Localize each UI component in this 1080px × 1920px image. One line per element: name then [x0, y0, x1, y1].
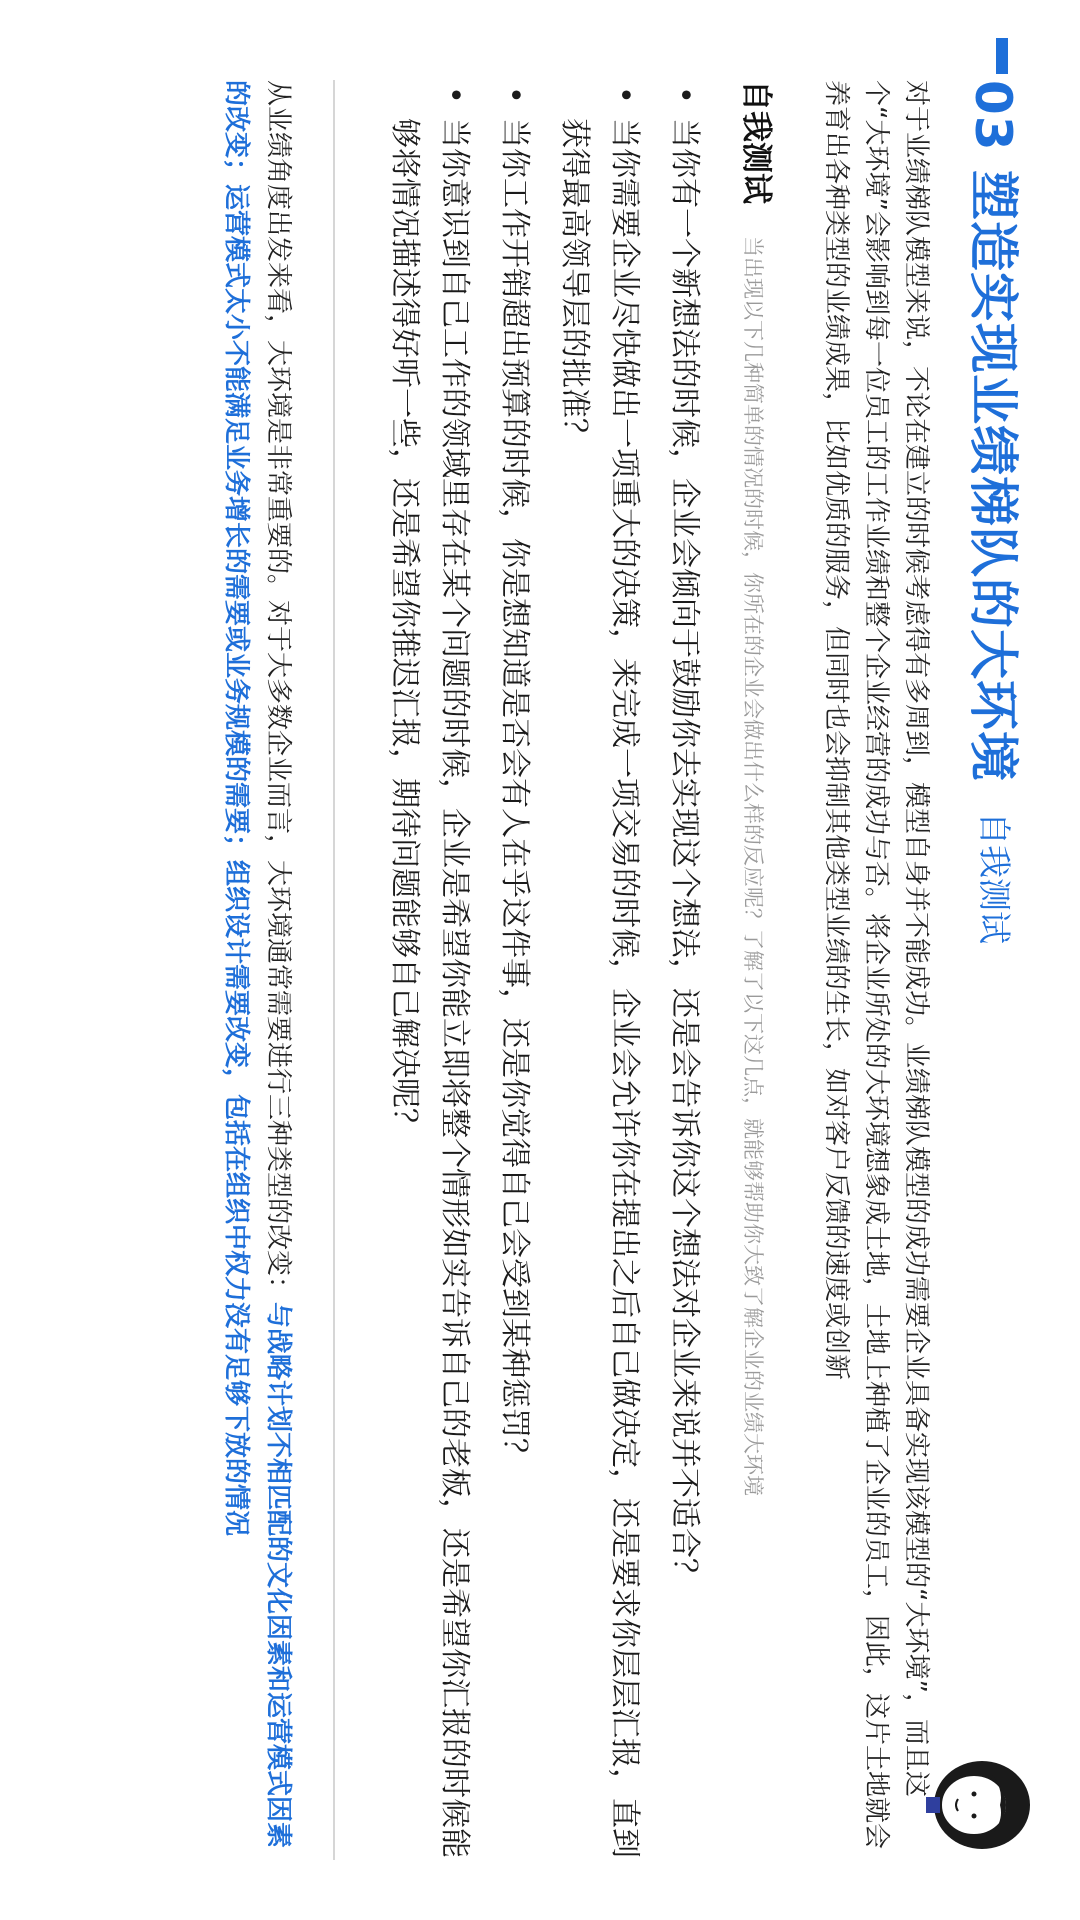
question-text: 当你意识到自己工作的领域里存在某个问题的时候，企业是希望你能立即将整个情形如实告诉自己的老板，还是希望你汇报的时候能够将情况描述得好听一些，还是希望你推迟汇报，期待问题能够自己解决呢？ [387, 118, 472, 1858]
section-title [961, 80, 1033, 782]
question-item [489, 80, 539, 1860]
intro-paragraph: 对于业绩梯队模型来说，不论在建立的时候考虑得有多周到，模型自身并不能成功。业绩梯队模型的成功需要企业具备实现该模型的“大环境”，而且这个“大环境”会影响到每一位员工的工作业绩和整个企业经营的成功与否。将企业所处的大环境想象成土地，土地上种植了企业的员工，因此，这片土地就会养育出各种类型的业绩成果，比如优质的服务，但同时也会抑制其他类型业绩的生长，如对客户反馈的速度或创新 [821, 80, 931, 1849]
conclusion-highlight: 与战略计划不相匹配的文化因素和运营模式因素的改变；运营模式太小不能满足业务增长的需要或业务规模的需要；组织设计需要改变，包括在组织中权力没有足够下放的情况 [221, 80, 293, 1849]
self-test-title: 自我测试 [738, 80, 774, 204]
question-list [379, 80, 709, 1860]
question-item [659, 80, 709, 1860]
question-item [379, 80, 479, 1860]
question-text: 当你需要企业尽快做出一项重大的决策，来完成一项交易的时候，企业会允许你在提出之后自己做决定，还是要求你层层汇报，直到获得最高领导层的批准？ [557, 118, 642, 1858]
self-test-block [333, 80, 782, 1860]
self-test-header [737, 80, 782, 1860]
section-header [952, 80, 1042, 1860]
question-text: 当你工作开销超出预算的时候，你是想知道是否会有人在乎这件事，还是你觉得自己会受到某种惩罚？ [497, 118, 532, 1468]
question-text: 当你有一个新想法的时候，企业会倾向于鼓励你去实现这个想法，还是会告诉你这个想法对企业来说并不适合？ [667, 118, 702, 1588]
cartoon-woman-avatar-icon [925, 1745, 1035, 1865]
conclusion-plain: 从业绩角度出发来看，大环境是非常重要的。对于大多数企业而言，大环境通常需要进行三种类型的改变： [263, 80, 293, 1303]
section-title-text: 塑造实现业绩梯队的大环境 [964, 170, 1022, 783]
section-tag: 自我测试 [975, 812, 1015, 945]
content-sheet [20, 20, 1060, 1900]
bullet-icon: • [607, 86, 642, 104]
conclusion-paragraph [215, 80, 299, 1860]
section-number: 03 [964, 80, 1022, 152]
question-item [549, 80, 649, 1860]
bullet-icon: • [437, 86, 472, 104]
bullet-icon: • [667, 86, 702, 104]
self-test-hint: 当出现以下几种简单的情况的时候，你所在的企业会做出什么样的反应呢？了解了以下这几点，就能够帮助你大致了解企业的业绩大环境 [741, 236, 765, 1496]
bullet-icon: • [497, 86, 532, 104]
accent-bar [996, 38, 1008, 74]
